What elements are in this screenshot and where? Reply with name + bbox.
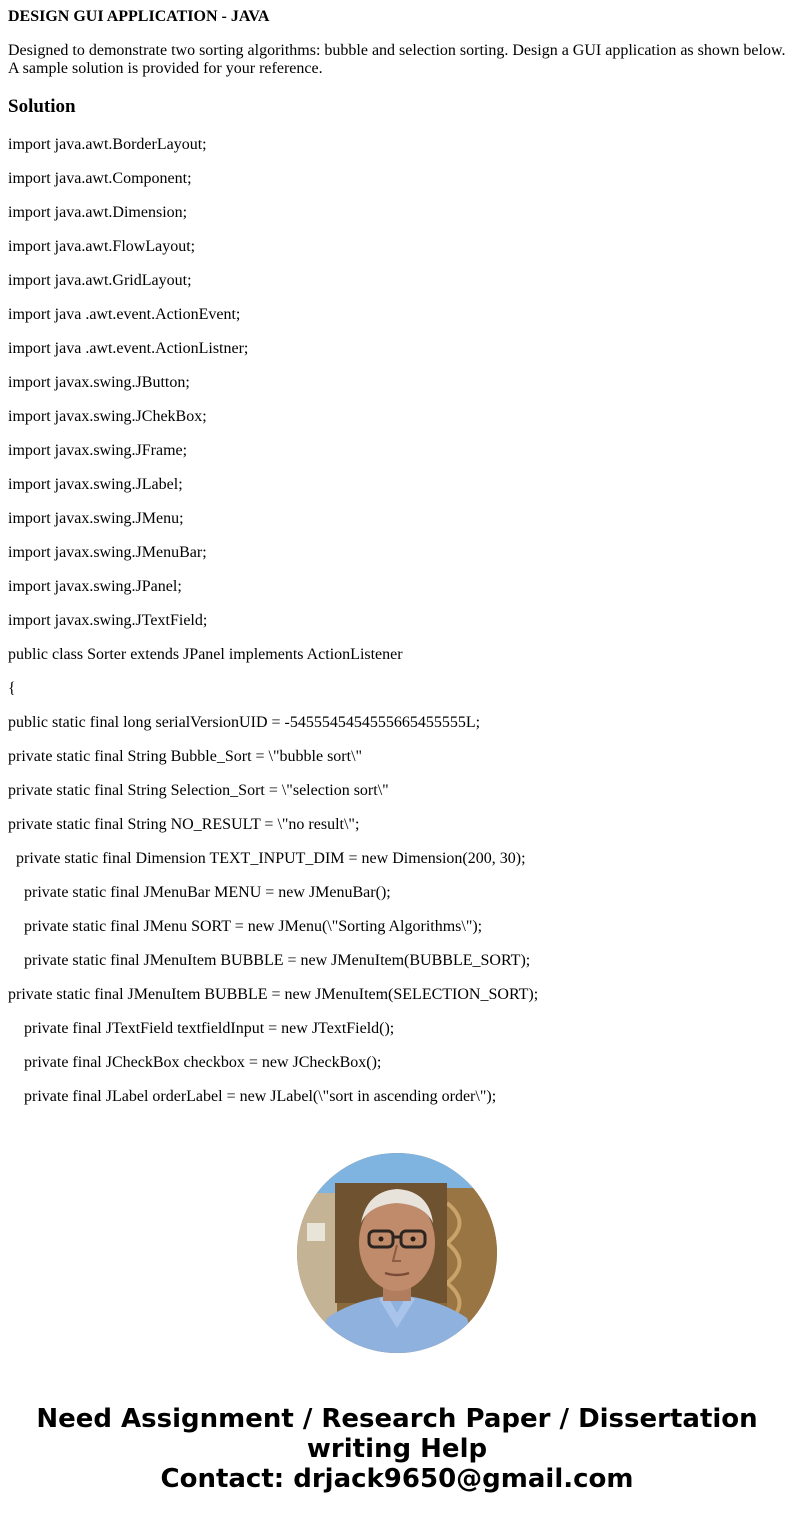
- code-line: import java .awt.event.ActionEvent;: [8, 306, 241, 323]
- code-line: import javax.swing.JMenu;: [8, 510, 184, 527]
- code-line: private static final JMenuBar MENU = new JMenuBar();: [8, 884, 391, 901]
- promo-contact: Contact: drjack9650@gmail.com: [160, 1464, 634, 1494]
- code-line: import javax.swing.JPanel;: [8, 578, 182, 595]
- code-line: public class Sorter extends JPanel implements ActionListener: [8, 646, 403, 663]
- code-line: import javax.swing.JFrame;: [8, 442, 188, 459]
- code-line: private static final String NO_RESULT = \"no result\";: [8, 816, 360, 833]
- promo-line-1: Need Assignment / Research Paper / Dissertation: [36, 1404, 758, 1434]
- code-line: import java .awt.event.ActionListner;: [8, 340, 249, 357]
- code-line: private final JCheckBox checkbox = new JCheckBox();: [8, 1054, 382, 1071]
- code-line: private static final JMenuItem BUBBLE = new JMenuItem(SELECTION_SORT);: [8, 986, 539, 1003]
- code-line: import java.awt.Component;: [8, 170, 192, 187]
- code-line: private static final JMenu SORT = new JMenu(\"Sorting Algorithms\");: [8, 918, 483, 935]
- code-line: private final JTextField textfieldInput = new JTextField();: [8, 1020, 395, 1037]
- code-line: private static final String Bubble_Sort = \"bubble sort\": [8, 748, 363, 765]
- code-line: import javax.swing.JMenuBar;: [8, 544, 207, 561]
- intro-paragraph: Designed to demonstrate two sorting algorithms: bubble and selection sorting. Design a GUI application as shown below. A sample solution is provided for your reference.: [8, 42, 786, 77]
- promo-banner: [0, 1404, 794, 1494]
- document-heading: DESIGN GUI APPLICATION - JAVA: [8, 8, 270, 25]
- code-listing: [8, 136, 538, 1122]
- code-line: private static final String Selection_Sort = \"selection sort\": [8, 782, 389, 799]
- code-line: import java.awt.Dimension;: [8, 204, 188, 221]
- code-line: import java.awt.BorderLayout;: [8, 136, 207, 153]
- code-line: import javax.swing.JChekBox;: [8, 408, 207, 425]
- author-avatar: [297, 1153, 497, 1353]
- code-line: import java.awt.FlowLayout;: [8, 238, 196, 255]
- promo-line-2: writing Help: [306, 1434, 488, 1464]
- code-line: import javax.swing.JLabel;: [8, 476, 183, 493]
- code-line: import java.awt.GridLayout;: [8, 272, 192, 289]
- code-line: {: [8, 680, 16, 697]
- code-line: private static final Dimension TEXT_INPUT_DIM = new Dimension(200, 30);: [8, 850, 526, 867]
- code-line: import javax.swing.JButton;: [8, 374, 190, 391]
- code-line: private static final JMenuItem BUBBLE = new JMenuItem(BUBBLE_SORT);: [8, 952, 531, 969]
- code-line: private final JLabel orderLabel = new JLabel(\"sort in ascending order\");: [8, 1088, 497, 1105]
- code-line: import javax.swing.JTextField;: [8, 612, 208, 629]
- solution-heading: Solution: [8, 96, 76, 117]
- author-photo: [297, 1153, 497, 1353]
- code-line: public static final long serialVersionUID = -5455545454555665455555L;: [8, 714, 481, 731]
